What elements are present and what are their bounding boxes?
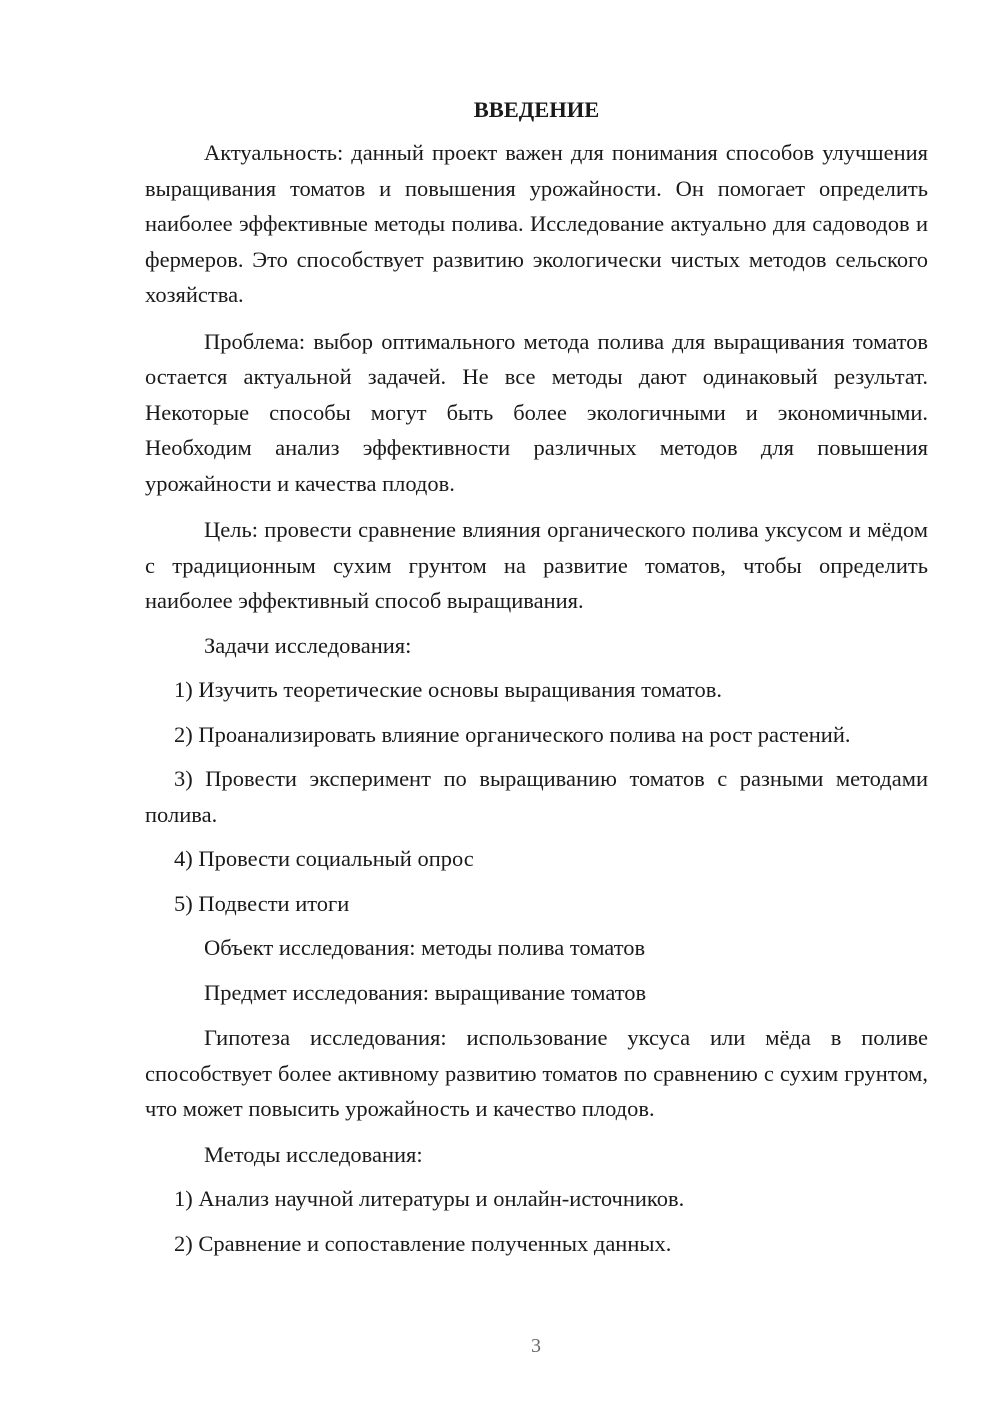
research-object: Объект исследования: методы полива томатов [204, 935, 646, 960]
task-item: 4) Провести социальный опрос [174, 846, 474, 871]
methods-heading: Методы исследования: [204, 1141, 423, 1167]
method-item: 2) Сравнение и сопоставление полученных данных. [174, 1230, 672, 1256]
section-title: ВВЕДЕНИЕ [473, 97, 600, 122]
tasks-heading: Задачи исследования: [204, 632, 412, 658]
research-subject: Предмет исследования: выращивание томатов [204, 979, 647, 1005]
task-item: 2) Проанализировать влияние органического полива на рост растений. [174, 721, 851, 747]
task-item: 5) Подвести итоги [174, 890, 350, 916]
relevance-paragraph: Актуальность: данный проект важен для понимания способов улучшения выращивания томатов и повышения урожайности. Он помогает определить наиболее эффективные методы полива. Исследование актуально для садоводов и фермеров. Это способствует развитию экологически чистых методов сельского хозяйства. [145, 140, 928, 307]
task-item: 3) Провести эксперимент по выращиванию томатов с разными методами полива. [145, 766, 928, 827]
page-number: 3 [531, 1335, 541, 1357]
task-item: 1) Изучить теоретические основы выращивания томатов. [174, 677, 723, 702]
method-item: 1) Анализ научной литературы и онлайн-источников. [174, 1186, 685, 1211]
goal-paragraph: Цель: провести сравнение влияния органического полива уксусом и мёдом с традиционным сухим грунтом на развитие томатов, чтобы определить наиболее эффективный способ выращивания. [145, 517, 928, 613]
hypothesis-paragraph: Гипотеза исследования: использование уксуса или мёда в поливе способствует более активному развитию томатов по сравнению с сухим грунтом, что может повысить урожайность и качество плодов. [145, 1025, 928, 1121]
page-content [145, 92, 928, 1261]
problem-paragraph: Проблема: выбор оптимального метода полива для выращивания томатов остается актуальной задачей. Не все методы дают одинаковый результат. Некоторые способы могут быть более экологичными и экономичными. Необходим анализ эффективности различных методов для повышения урожайности и качества плодов. [145, 328, 928, 496]
